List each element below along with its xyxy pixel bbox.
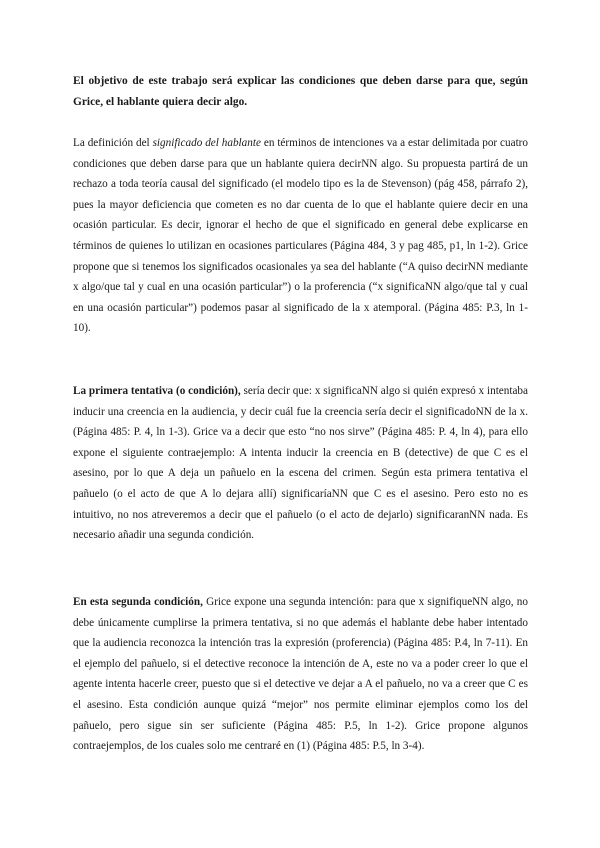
paragraph-first-attempt (73, 381, 528, 546)
bold-lead: La primera tentativa (o condición), (73, 385, 241, 397)
paragraph-text: La definición del (73, 137, 153, 149)
paragraph-second-condition (73, 592, 528, 757)
paragraph-text: en términos de intenciones va a estar delimitada por cuatro condiciones que deben darse para que un hablante quiera decirNN algo. Su propuesta partirá de un rechazo a toda teoría causal del significado (el modelo tipo es la de Stevenson) (pág 458, párrafo 2), pues la mayor deficiencia que cometen es no dar cuenta de lo que el hablante quiere decir en una ocasión particular. Es decir, ignorar el hecho de que el significado en general debe explicarse en términos de quienes lo utilizan en ocasiones particulares (Página 484, 3 y pag 485, p1, ln 1-2). Grice propone que si tenemos los significados ocasionales ya sea del hablante (“A quiso decirNN mediante x algo/que tal y cual en una ocasión particular”) o la proferencia (“x significaNN algo/que tal y cual en una ocasión particular”) podemos pasar al significado de la x atemporal. (Página 485: P.3, ln 1-10). (73, 137, 528, 335)
paragraph-text: Grice expone una segunda intención: para que x signifiqueNN algo, no debe únicamente cumplirse la primera tentativa, si no que además el hablante debe haber intentado que la audiencia reconozca la intención tras la expresión (proferencia) (Página 485: P.4, ln 7-11). En el ejemplo del pañuelo, si el detective reconoce la intención de A, este no va a poder creer lo que el agente intenta hacerle creer, puesto que si el detective ve dejar a A el pañuelo, no va a creer que C es el asesino. Esta condición aunque quizá “mejor” nos permite eliminar ejemplos como los del pañuelo, pero sigue sin ser suficiente (Página 485: P.5, ln 1-2). Grice propone algunos contraejemplos, de los cuales solo me centraré en (1) (Página 485: P.5, ln 3-4). (73, 596, 528, 753)
paragraph-text: sería decir que: x significaNN algo si quién expresó x intentaba inducir una creencia en la audiencia, y decir cuál fue la creencia sería decir el significadoNN de la x. (Página 485: P. 4, ln 1-3). Grice va a decir que esto “no nos sirve” (Página 485: P. 4, ln 4), para ello expone el siguiente contraejemplo: A intenta inducir la creencia en B (detective) de que C es el asesino, por lo que A deja un pañuelo en la escena del crimen. Según esta primera tentativa el pañuelo (o el acto de que A lo dejara allí) significaríaNN que C es el asesino. Pero esto no es intuitivo, no nos atreveremos a decir que el pañuelo (o el acto de dejarlo) significaranNN nada. Es necesario añadir una segunda condición. (73, 385, 528, 542)
bold-lead: En esta segunda condición, (73, 596, 203, 608)
document-heading: El objetivo de este trabajo será explicar las condiciones que deben darse para que, según Grice, el hablante quiera decir algo. (73, 75, 528, 108)
italic-term: significado del hablante (152, 137, 261, 149)
paragraph-definition (73, 133, 528, 339)
